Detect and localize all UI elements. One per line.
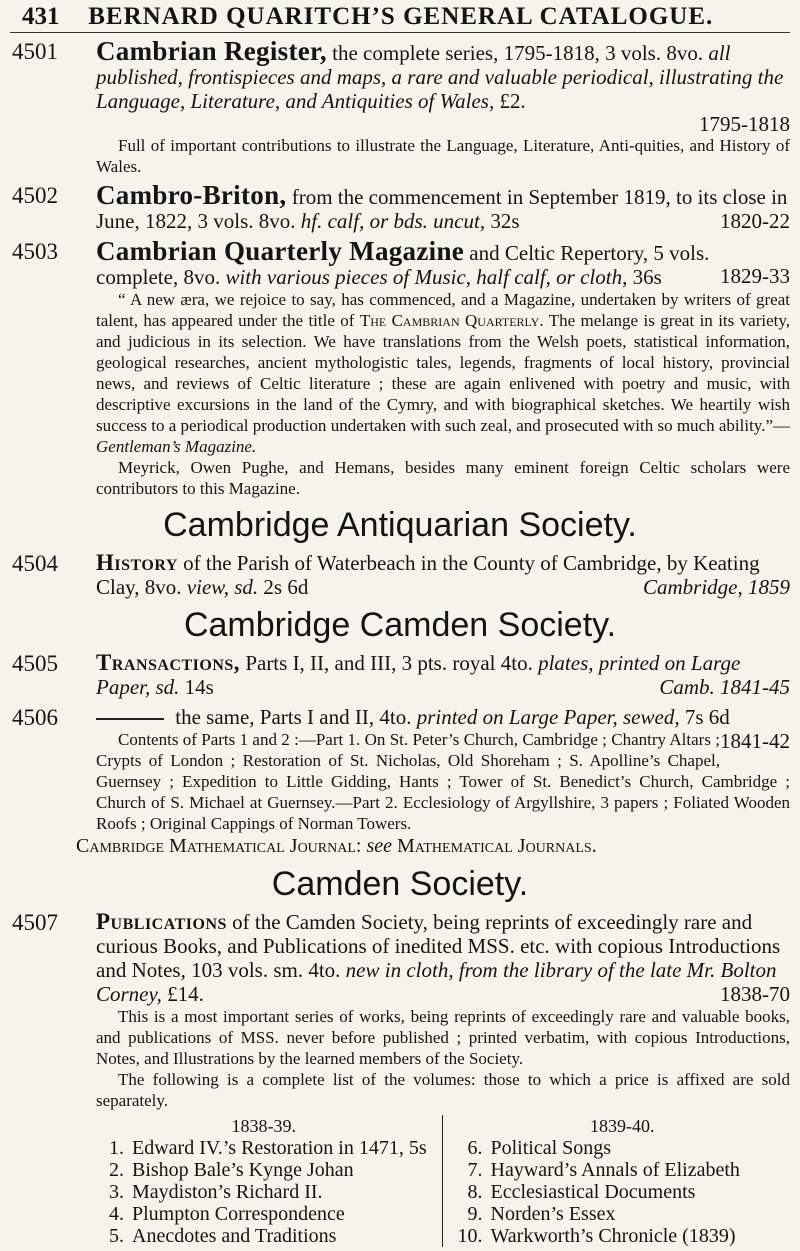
volume-item [455, 1225, 791, 1247]
volume-item [96, 1159, 432, 1181]
entry-condition: plates, printed on Large Paper, sd. [96, 651, 741, 699]
entry-description: of the Parish of Waterbeach in the County of Cambridge, by Keating Clay, 8vo. [96, 551, 760, 599]
quote-text-continued: The melange is great in its variety, and judicious in its selection. We have translations from the Welsh poets, statistical information, geological researches, ancient mythologistic tales, legends, fragments of local history, provincial news, and reviews of Celtic literature ; these are again enlivened with poetry and music, with descriptive excursions in the land of the Cymry, and with biographical sketches. We heartily wish success to a periodical production undertaken with such zeal, and prosecuted with so much ability.”— [96, 311, 790, 435]
entry-title: Cambro-Briton, [96, 180, 287, 210]
entry-number: 4506 [12, 705, 58, 730]
entry-note: Meyrick, Owen Pughe, and Hemans, besides many eminent foreign Celtic scholars were contributors to this Magazine. [96, 458, 790, 498]
entry-4505 [10, 651, 790, 699]
volume-item [96, 1181, 432, 1203]
volume-column-right [443, 1115, 791, 1247]
volume-item [96, 1137, 432, 1159]
entry-note: Full of important contributions to illustrate the Language, Literature, Anti-quities, and History of Wales. [96, 136, 790, 176]
entry-number: 4502 [12, 183, 58, 208]
volume-title: Bishop Bale’s Kynge Johan [132, 1159, 354, 1181]
volume-item [455, 1159, 791, 1181]
volume-title: Hayward’s Annals of Elizabeth [490, 1159, 740, 1181]
entry-title: Cambrian Register, [96, 36, 327, 66]
volume-number: 4. [109, 1203, 124, 1225]
entry-date: 1838-70 [720, 982, 790, 1006]
entry-title: Transactions, [96, 650, 241, 675]
volume-title: Warkworth’s Chronicle (1839) [490, 1225, 736, 1247]
volume-number: 6. [467, 1137, 483, 1159]
entry-4504 [10, 551, 790, 599]
volume-number: 10. [457, 1225, 483, 1247]
volume-number: 1. [109, 1137, 124, 1159]
entry-price: £2. [499, 89, 526, 113]
volume-number: 5. [109, 1225, 124, 1247]
volume-title: Anecdotes and Traditions [132, 1225, 337, 1247]
entry-date: 1841-42 [720, 729, 790, 753]
volume-item [455, 1137, 791, 1159]
entry-description: from the commencement in September 1819, to its close in June, 1822, 3 vols. 8vo. [96, 185, 788, 233]
entry-title: Cambrian Quarterly Magazine [96, 236, 465, 266]
volume-item [455, 1181, 791, 1203]
entry-condition: with various pieces of Music, half calf, or cloth, [225, 265, 628, 289]
entry-number: 4505 [12, 651, 58, 676]
entry-price: 36s [632, 265, 662, 289]
xref-see: see [366, 835, 393, 857]
entry-4501 [10, 36, 790, 177]
entry-number: 4501 [12, 39, 58, 64]
entry-date: Camb. 1841-45 [659, 675, 790, 699]
entry-price: 14s [184, 675, 214, 699]
entry-date: 1820-22 [720, 209, 790, 233]
entry-note-list-intro: The following is a complete list of the volumes: those to which a price is affixed are sold separately. [96, 1070, 790, 1110]
entry-4506 [10, 705, 790, 834]
entry-note: This is a most important series of works, being reprints of exceedingly rare and valuable books, and publications of MSS. never before published ; printed verbatim, with copious Introductions, Notes, and Illustrations by the learned members of the Society. [96, 1007, 790, 1068]
volume-number: 8. [467, 1181, 483, 1203]
entry-condition: new in cloth, from the library of the late Mr. Bolton Corney, [96, 958, 777, 1006]
entry-number: 4503 [12, 239, 58, 264]
volume-item [455, 1203, 791, 1225]
entry-title: History [96, 550, 178, 575]
volume-title: Norden’s Essex [490, 1203, 616, 1225]
volume-title: Plumpton Correspondence [132, 1203, 345, 1225]
volume-title: Ecclesiastical Documents [490, 1181, 696, 1203]
entry-date: 1795-1818 [699, 112, 790, 136]
entry-title: Publications [96, 909, 227, 934]
running-head [10, 0, 790, 33]
page-title: BERNARD QUARITCH’S GENERAL CATALOGUE. [88, 3, 714, 30]
section-heading: Camden Society. [271, 865, 529, 903]
entry-description: the complete series, 1795-1818, 3 vols. 8vo. [332, 41, 704, 65]
entry-description: of the Camden Society, being reprints of exceedingly rare and curious Books, and Publications of inedited MSS. etc. with copious Introductions and Notes, 103 vols. sm. 4to. [96, 910, 781, 982]
entry-condition: hf. calf, or bds. uncut, [300, 209, 486, 233]
section-heading: Cambridge Camden Society. [183, 606, 617, 644]
entry-date: Cambridge, 1859 [643, 575, 790, 599]
xref-title: Cambridge Mathematical Journal: [76, 835, 362, 857]
entry-price: 2s 6d [263, 575, 309, 599]
entry-description: the same, Parts I and II, 4to. [175, 705, 412, 729]
volume-title: Edward IV.’s Restoration in 1471, 5s [132, 1137, 427, 1159]
volume-item [96, 1225, 432, 1247]
volume-title: Political Songs [490, 1137, 612, 1159]
entry-4502 [10, 180, 790, 233]
xref-target: Mathematical Journals. [397, 835, 597, 857]
entry-4507 [10, 910, 790, 1247]
entry-price: 7s 6d [684, 705, 730, 729]
cross-reference [10, 834, 790, 858]
quote-text: “ A new æra, we rejoice to say, has commenced, and a Magazine, undertaken by writers of great talent, has appeared under the title of [96, 290, 790, 330]
volume-number: 3. [109, 1181, 124, 1203]
quote-source: Gentleman’s Magazine. [96, 437, 257, 456]
volume-item [96, 1203, 432, 1225]
volume-list [96, 1115, 790, 1247]
entry-date: 1829-33 [720, 264, 790, 288]
entry-number: 4504 [12, 551, 58, 576]
entry-condition: all published, frontispieces and maps, a rare and valuable periodical, illustrating the Language, Literature, and Antiquities of Wales, [96, 41, 784, 113]
entry-condition: printed on Large Paper, sewed, [416, 705, 680, 729]
entry-quote [96, 289, 790, 499]
entry-note: Contents of Parts 1 and 2 :—Part 1. On St. Peter’s Church, Cambridge ; Chantry Altars ; Crypts of London ; Restoration of St. Nicholas, Old Shoreham ; S. Apolline’s Chapel, Guernsey ; Expedition to Little Gidding, Hants ; Tower of St. Benedict’s Church, Cambridge ; Church of S. Michael at Guernsey.—Part 2. Ecclesiology of Argyllshire, 3 papers ; Foliated Wooden Roofs ; Original Cappings of Norman Towers. [96, 730, 790, 833]
page-number: 431 [22, 3, 60, 30]
entry-description: and Celtic Repertory, 5 vols. complete, 8vo. [96, 241, 710, 289]
volume-number: 2. [109, 1159, 124, 1181]
volume-number: 7. [467, 1159, 483, 1181]
section-heading: Cambridge Antiquarian Society. [163, 506, 637, 544]
volume-column-left [96, 1115, 443, 1247]
entry-price: 32s [490, 209, 520, 233]
volume-year: 1839-40. [590, 1116, 655, 1136]
entry-price: £14. [167, 982, 204, 1006]
ditto-dash [96, 718, 164, 720]
entry-description: Parts I, II, and III, 3 pts. royal 4to. [245, 651, 533, 675]
entry-condition: view, sd. [186, 575, 259, 599]
quote-title: The Cambrian Quarterly. [359, 311, 544, 330]
entry-4503 [10, 236, 790, 499]
volume-title: Maydiston’s Richard II. [132, 1181, 323, 1203]
volume-year: 1838-39. [231, 1116, 296, 1136]
volume-number: 9. [467, 1203, 483, 1225]
entry-number: 4507 [12, 910, 58, 935]
